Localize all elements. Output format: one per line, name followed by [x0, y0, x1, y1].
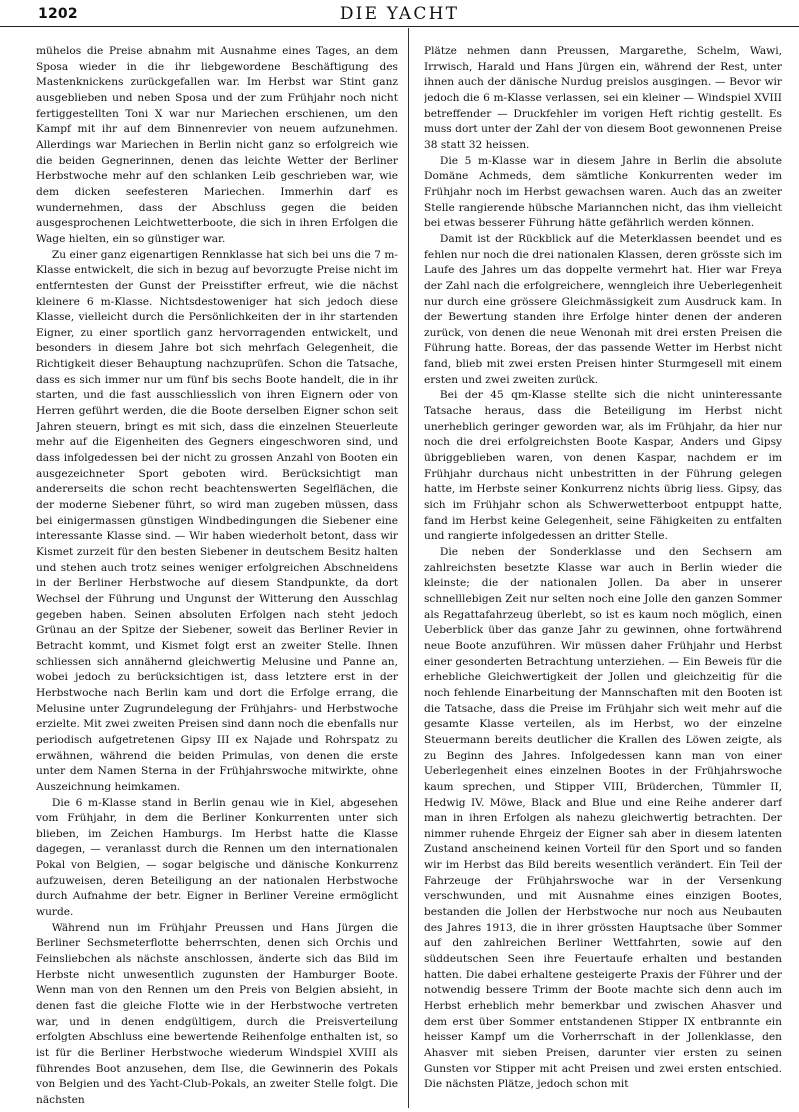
right-column: [424, 44, 782, 1104]
paragraph: Zu einer ganz eigenartigen Rennklasse hat sich bei uns die 7 m-Klasse entwickelt, die sich in bezug auf bevorzugte Preise nicht im entferntesten der Gunst der Preisstifter erfreut, wie die nächst kleinere 6 m-Klasse. Nichtsdestoweniger hat sich jedoch diese Klasse, vielleicht durch die Persönlichkeiten der in ihr startenden Eigner, zu einer sportlich ganz hervorragenden entwickelt, und besonders in diesem Jahre bot sich mehrfach Gelegenheit, die Richtigkeit dieser Behauptung nachzuprüfen. Schon die Tatsache, dass es sich immer nur um fünf bis sechs Boote handelt, die in ihr starten, und die fast ausschliesslich von ihren Eignern oder von Herren geführt werden, die die Boote derselben Eigner schon seit Jahren steuern, bringt es mit sich, dass die einzelnen Steuerleute mehr auf die Eigenheiten des Gegners eingeschworen sind, und dass infolgedessen bei der nicht zu grossen Anzahl von Booten ein ausgezeichneter Sport geboten wird. Berücksichtigt man andererseits die schon recht beachtenswerten Segelflächen, die der moderne Siebener führt, so wird man zugeben müssen, dass bei einigermassen günstigen Windbedingungen die Siebener eine interessante Klasse sind. — Wir haben wiederholt betont, dass wir Kismet zurzeit für den besten Siebener in deutschem Besitz halten und stehen auch trotz seines weniger erfolgreichen Abschneidens in der Berliner Herbstwoche auf diesem Standpunkte, da dort Wechsel der Führung und Ungunst der Witterung den Ausschlag gegeben haben. Seinen absoluten Erfolgen nach steht jedoch Grünau an der Spitze der Siebener, soweit das Berliner Revier in Betracht kommt, und Kismet folgt erst an zweiter Stelle. Ihnen schliessen sich annähernd gleichwertig Melusine und Panne an, wobei jedoch zu berücksichtigen ist, dass letztere erst in der Herbstwoche nach Berlin kam und dort die Erfolge errang, die Melusine unter Zugrundelegung der Frühjahrs- und Herbstwoche erzielte. Mit zwei zweiten Preisen sind dann noch die ebenfalls nur periodisch aufgetretenen Gipsy III ex Najade und Rohrspatz zu erwähnen, während die beiden Primulas, von denen die erste unter dem Namen Sterna in der Frühjahrswoche mitwirkte, ohne Auszeichnung heimkamen.: [36, 248, 398, 793]
paragraph: mühelos die Preise abnahm mit Ausnahme eines Tages, an dem Sposa wieder in die ihr liebgewordene Beschäftigung des Mastenknickens zurückgefallen war. Im Herbst war Stint ganz ausgeblieben und neben Sposa und der zum Frühjahr noch nicht fertiggestellten Toni X war nur Mariechen erschienen, um den Kampf mit ihr auf dem Binnenrevier von neuem aufzunehmen. Allerdings war Mariechen in Berlin nicht ganz so erfolgreich wie die beiden Gegnerinnen, denen das leichte Wetter der Berliner Herbstwoche mehr auf den schlanken Leib geschrieben war, wie dem dicken seefesteren Mariechen. Immerhin darf es wundernehmen, dass der Abschluss gegen die beiden ausgesprochenen Leichtwetterboote, die sich in ihren Erfolgen die Wage hielten, ein so günstiger war.: [36, 45, 398, 245]
paragraph: Die 6 m-Klasse stand in Berlin genau wie in Kiel, abgesehen vom Frühjahr, in dem die Berliner Konkurrenten unter sich blieben, im Zeichen Hamburgs. Im Herbst hatte die Klasse dagegen, — veranlasst durch die Rennen um den internationalen Pokal von Belgien, — sogar belgische und dänische Konkurrenz aufzuweisen, deren Beteiligung an der nationalen Herbstwoche durch Aufnahme der betr. Eigner in Berliner Vereine ermöglicht wurde.: [36, 796, 398, 919]
paragraph: Die neben der Sonderklasse und den Sechsern am zahlreichsten besetzte Klasse war auch in Berlin wieder die kleinste; die der nationalen Jollen. Da aber in unserer schnelllebigen Zeit nur selten noch eine Jolle den ganzen Sommer als Regattafahrzeug überlebt, so ist es kaum noch möglich, einen Ueberblick über das ganze Jahr zu gewinnen, ohne fortwährend neue Boote anzuführen. Wir müssen daher Frühjahr und Herbst einer gesonderten Betrachtung unterziehen. — Ein Beweis für die erhebliche Gleichwertigkeit der Jollen und gleichzeitig für die noch fehlende Einarbeitung der Mannschaften mit den Booten ist die Tatsache, dass die Preise im Frühjahr sich weit mehr auf die gesamte Klasse verteilen, als im Herbst, wo der einzelne Steuermann bereits deutlicher die Krallen des Löwen zeigte, als zu Beginn des Jahres. Infolgedessen kann man von einer Ueberlegenheit eines einzelnen Bootes in der Frühjahrswoche kaum sprechen, und Stipper VIII, Brüderchen, Tümmler II, Hedwig IV. Möwe, Black and Blue und eine Reihe anderer darf man in ihren Erfolgen als nahezu gleichwertig betrachten. Der nimmer ruhende Ehrgeiz der Eigner sah aber in diesem latenten Zustand anscheinend keinen Vorteil für den Sport und so fanden wir im Herbst das Bild bereits wesentlich verändert. Ein Teil der Fahrzeuge der Frühjahrswoche war in der Versenkung verschwunden, und mit Ausnahme eines einzigen Bootes, bestanden die Jollen der Herbstwoche nur noch aus Neubauten des Jahres 1913, die in ihrer grössten Hauptsache über Sommer auf den zahlreichen Berliner Wettfahrten, sowie auf den süddeutschen Seen ihre Feuertaufe erhalten und bestanden hatten. Die dabei erhaltene gesteigerte Praxis der Führer und der notwendig bessere Trimm der Boote machte sich denn auch im Herbst erheblich mehr bemerkbar und zwischen Ahasver und dem erst über Sommer entstandenen Stipper IX entbrannte ein heisser Kampf um die Vorherrschaft in der Jollenklasse, den Ahasver mit sieben Preisen, darunter vier ersten zu seinen Gunsten vor Stipper mit acht Preisen und zwei ersten entschied. Die nächsten Plätze, jedoch schon mit: [424, 546, 782, 1091]
paragraph: Während nun im Frühjahr Preussen und Hans Jürgen die Berliner Sechsmeterflotte beherrschten, denen sich Orchis und Feinsliebchen als nächste anschlossen, änderte sich das Bild im Herbste nicht unwesentlich zugunsten der Hamburger Boote. Wenn man von den Rennen um den Preis von Belgien absieht, in denen fast die gleiche Flotte wie in der Herbstwoche vertreten war, und in denen endgültigem, durch die Preisverteilung erfolgten Abschluss eine bewertende Reihenfolge enthalten ist, so ist für die Berliner Herbstwoche wiederum Windspiel XVIII als führendes Boot anzusehen, dem Ilse, die Gewinnerin des Pokals von Belgien und des Yacht-Club-Pokals, an zweiter Stelle folgt. Die nächsten: [36, 921, 398, 1104]
page-number: 1202: [38, 6, 78, 22]
paragraph: Bei der 45 qm-Klasse stellte sich die nicht uninteressante Tatsache heraus, dass die Beteiligung im Herbst nicht unerheblich geringer geworden war, als im Frühjahr, da hier nur noch die drei erfolgreichsten Boote Kaspar, Anders und Gipsy übriggeblieben waren, von denen Kaspar, nachdem er im Frühjahr durchaus nicht unbestritten in der Führung gelegen hatte, im Herbste seiner Konkurrenz nichts übrig liess. Gipsy, das sich im Frühjahr schon als Schwerwetterboot entpuppt hatte, fand im Herbst keine Gelegenheit, seine Fähigkeiten zu entfalten und rangierte infolgedessen an dritter Stelle.: [424, 389, 782, 543]
column-divider: [408, 28, 409, 1108]
page-header: [0, 0, 799, 27]
paragraph: Die 5 m-Klasse war in diesem Jahre in Berlin die absolute Domäne Achmeds, dem sämtliche Konkurrenten weder im Frühjahr noch im Herbst gewachsen waren. Auch das an zweiter Stelle rangierende hübsche Mariannchen nicht, das ihm vielleicht bei etwas besserer Führung hätte gefährlich werden können.: [424, 154, 782, 230]
paragraph: Damit ist der Rückblick auf die Meterklassen beendet und es fehlen nur noch die drei nationalen Klassen, deren grösste sich im Laufe des Jahres um das doppelte vermehrt hat. Hier war Freya der Zahl nach die erfolgreichere, wenngleich ihre Ueberlegenheit nur durch eine grössere Gleichmässigkeit zum Ausdruck kam. In der Bewertung standen ihre Erfolge hinter denen der anderen zurück, von denen die neue Wenonah mit drei ersten Preisen die Führung hatte. Boreas, der das passende Wetter im Herbst nicht fand, blieb mit zwei ersten Preisen hinter Sturmgesell mit einem ersten und zwei zweiten zurück.: [424, 232, 782, 386]
left-column: [36, 44, 398, 1104]
paragraph: Plätze nehmen dann Preussen, Margarethe, Schelm, Wawi, Irrwisch, Harald und Hans Jürgen ein, während der Rest, unter ihnen auch der dänische Nurdug preislos ausgingen. — Bevor wir jedoch die 6 m-Klasse verlassen, sei ein kleiner — Windspiel XVIII betreffender — Druckfehler im vorigen Heft richtig gestellt. Es muss dort unter der Zahl der von diesem Boot gewonnenen Preise 38 statt 32 heissen.: [424, 45, 782, 151]
journal-title: DIE YACHT: [339, 4, 460, 24]
